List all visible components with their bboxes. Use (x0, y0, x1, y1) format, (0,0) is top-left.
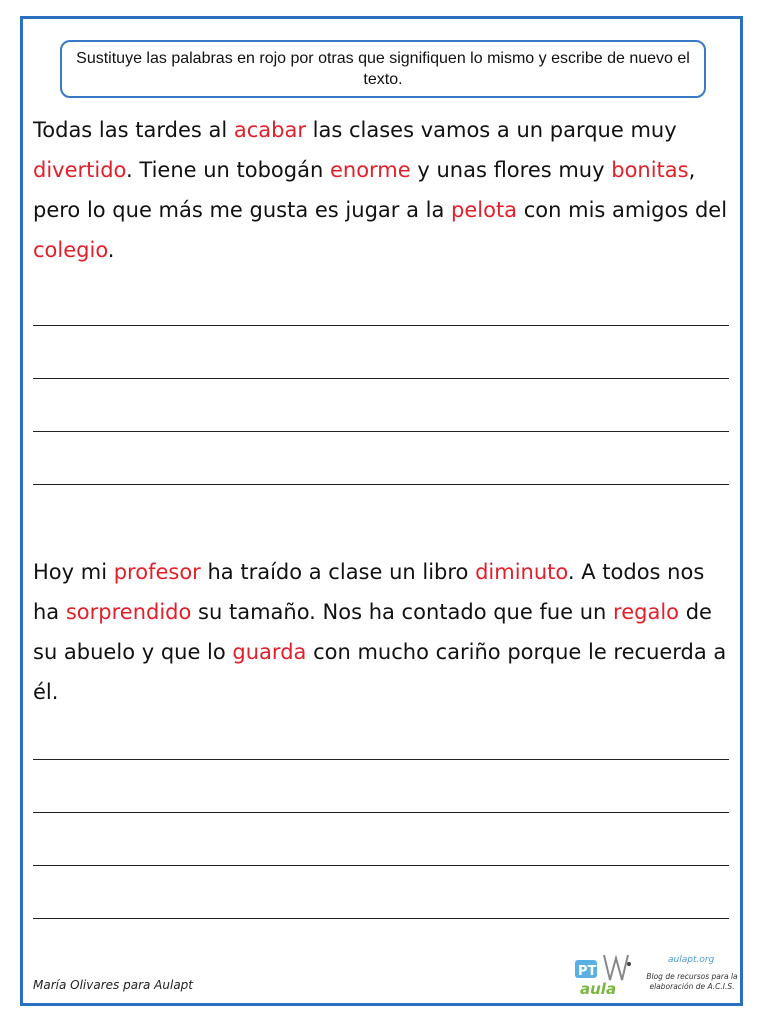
text-segment: con mis amigos del (517, 198, 728, 222)
highlighted-word: acabar (233, 118, 306, 142)
author-credit: María Olivares para Aulapt (33, 978, 193, 992)
text-segment: , pero lo que más me gusta es jugar a la (33, 158, 696, 222)
highlighted-word: regalo (613, 600, 680, 624)
instructions-box (60, 40, 706, 98)
text-segment: . Tiene un tobogán (126, 158, 330, 182)
writing-line (33, 378, 729, 379)
text-segment: ha traído a clase un libro (200, 560, 476, 584)
text-segment: su tamaño. Nos ha contado que fue un (191, 600, 614, 624)
highlighted-word: sorprendido (65, 600, 192, 624)
instructions-text: Sustituye las palabras en rojo por otras que signifiquen lo mismo y escribe de nuevo el texto. (76, 50, 690, 88)
paragraph-2 (33, 552, 733, 712)
text-segment: . (107, 238, 115, 262)
writing-line (33, 759, 729, 760)
svg-text:aula: aula (580, 980, 617, 998)
highlighted-word: guarda (232, 640, 307, 664)
writing-line (33, 918, 729, 919)
paragraph-1 (33, 110, 733, 270)
highlighted-word: enorme (329, 158, 411, 182)
highlighted-word: divertido (33, 158, 127, 182)
text-segment: con mucho cariño porque le recuerda a él. (33, 640, 727, 704)
text-segment: las clases vamos a un parque muy (305, 118, 677, 142)
highlighted-word: pelota (451, 198, 518, 222)
highlighted-word: bonitas (611, 158, 689, 182)
text-segment: Todas las tardes al (33, 118, 234, 142)
highlighted-word: colegio (33, 238, 108, 262)
site-url: aulapt.org (668, 955, 715, 965)
writing-line (33, 484, 729, 485)
text-segment: de su abuelo y que lo (33, 600, 712, 664)
aulapt-logo (574, 950, 636, 998)
writing-line (33, 325, 729, 326)
text-segment: . A todos nos ha (33, 560, 705, 624)
svg-text:PT: PT (578, 964, 597, 979)
text-segment: y unas flores muy (410, 158, 612, 182)
writing-line (33, 865, 729, 866)
writing-line (33, 812, 729, 813)
site-description: Blog de recursos para la elaboración de A.C.I.S. (646, 972, 738, 991)
highlighted-word: diminuto (475, 560, 568, 584)
highlighted-word: profesor (113, 560, 201, 584)
writing-line (33, 431, 729, 432)
text-segment: Hoy mi (33, 560, 114, 584)
